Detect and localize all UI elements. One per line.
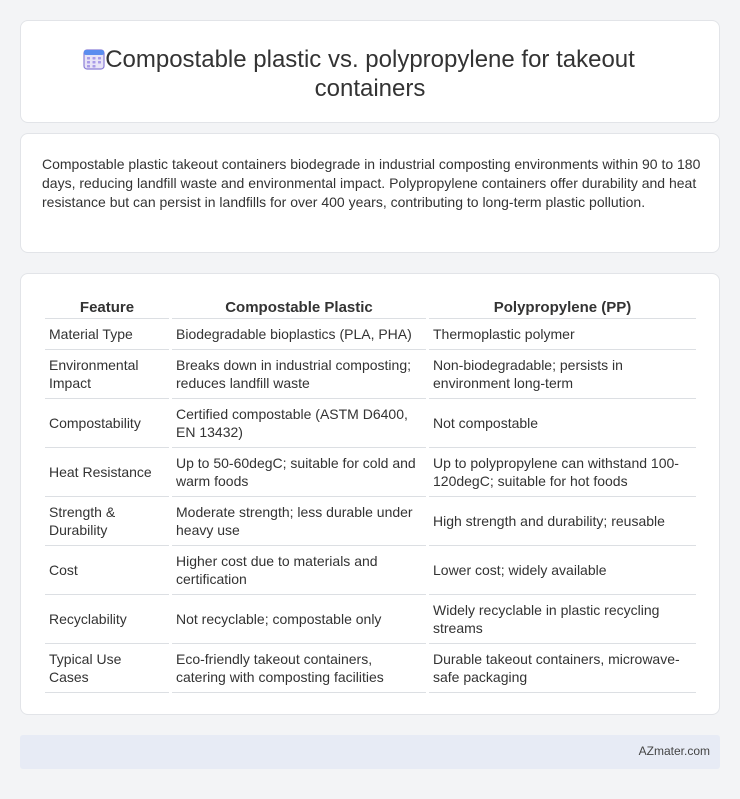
table-row xyxy=(45,546,696,595)
compostable-cell: Moderate strength; less durable under heavy use xyxy=(172,497,426,546)
compostable-cell: Breaks down in industrial composting; reduces landfill waste xyxy=(172,350,426,399)
feature-cell: Environmental Impact xyxy=(45,350,169,399)
header-compostable: Compostable Plastic xyxy=(172,295,426,319)
compostable-cell: Eco-friendly takeout containers, catering with composting facilities xyxy=(172,644,426,693)
feature-cell: Compostability xyxy=(45,399,169,448)
polypropylene-cell: Non-biodegradable; persists in environment long-term xyxy=(429,350,696,399)
page-title: Compostable plastic vs. polypropylene for takeout containers xyxy=(105,46,635,102)
feature-cell: Material Type xyxy=(45,319,169,350)
table-row xyxy=(45,644,696,693)
polypropylene-cell: Not compostable xyxy=(429,399,696,448)
compostable-cell: Not recyclable; compostable only xyxy=(172,595,426,644)
polypropylene-cell: Durable takeout containers, microwave-safe packaging xyxy=(429,644,696,693)
compostable-cell: Up to 50-60degC; suitable for cold and warm foods xyxy=(172,448,426,497)
feature-cell: Recyclability xyxy=(45,595,169,644)
compostable-cell: Biodegradable bioplastics (PLA, PHA) xyxy=(172,319,426,350)
polypropylene-cell: Lower cost; widely available xyxy=(429,546,696,595)
table-row xyxy=(45,350,696,399)
header-feature: Feature xyxy=(45,295,169,319)
title-card xyxy=(20,20,720,123)
compostable-cell: Higher cost due to materials and certification xyxy=(172,546,426,595)
feature-cell: Typical Use Cases xyxy=(45,644,169,693)
table-row xyxy=(45,497,696,546)
table-row xyxy=(45,319,696,350)
table-header-row xyxy=(45,295,696,319)
footer-brand: AZmater.com xyxy=(638,744,710,758)
polypropylene-cell: Widely recyclable in plastic recycling streams xyxy=(429,595,696,644)
table-row xyxy=(45,399,696,448)
table-row xyxy=(45,595,696,644)
header-polypropylene: Polypropylene (PP) xyxy=(429,295,696,319)
table-row xyxy=(45,448,696,497)
comparison-card xyxy=(20,273,720,715)
polypropylene-cell: Thermoplastic polymer xyxy=(429,319,696,350)
compostable-cell: Certified compostable (ASTM D6400, EN 13432) xyxy=(172,399,426,448)
summary-card xyxy=(20,133,720,253)
feature-cell: Strength & Durability xyxy=(45,497,169,546)
polypropylene-cell: High strength and durability; reusable xyxy=(429,497,696,546)
feature-cell: Heat Resistance xyxy=(45,448,169,497)
summary-paragraph: Compostable plastic takeout containers biodegrade in industrial composting environments within 90 to 180 days, reducing landfill waste and environmental impact. Polypropylene containers offer durability and heat resistance but can persist in landfills for over 400 years, contributing to long-term plastic pollution. xyxy=(42,156,701,210)
footer xyxy=(20,735,720,769)
polypropylene-cell: Up to polypropylene can withstand 100-120degC; suitable for hot foods xyxy=(429,448,696,497)
feature-cell: Cost xyxy=(45,546,169,595)
comparison-table xyxy=(42,295,699,693)
